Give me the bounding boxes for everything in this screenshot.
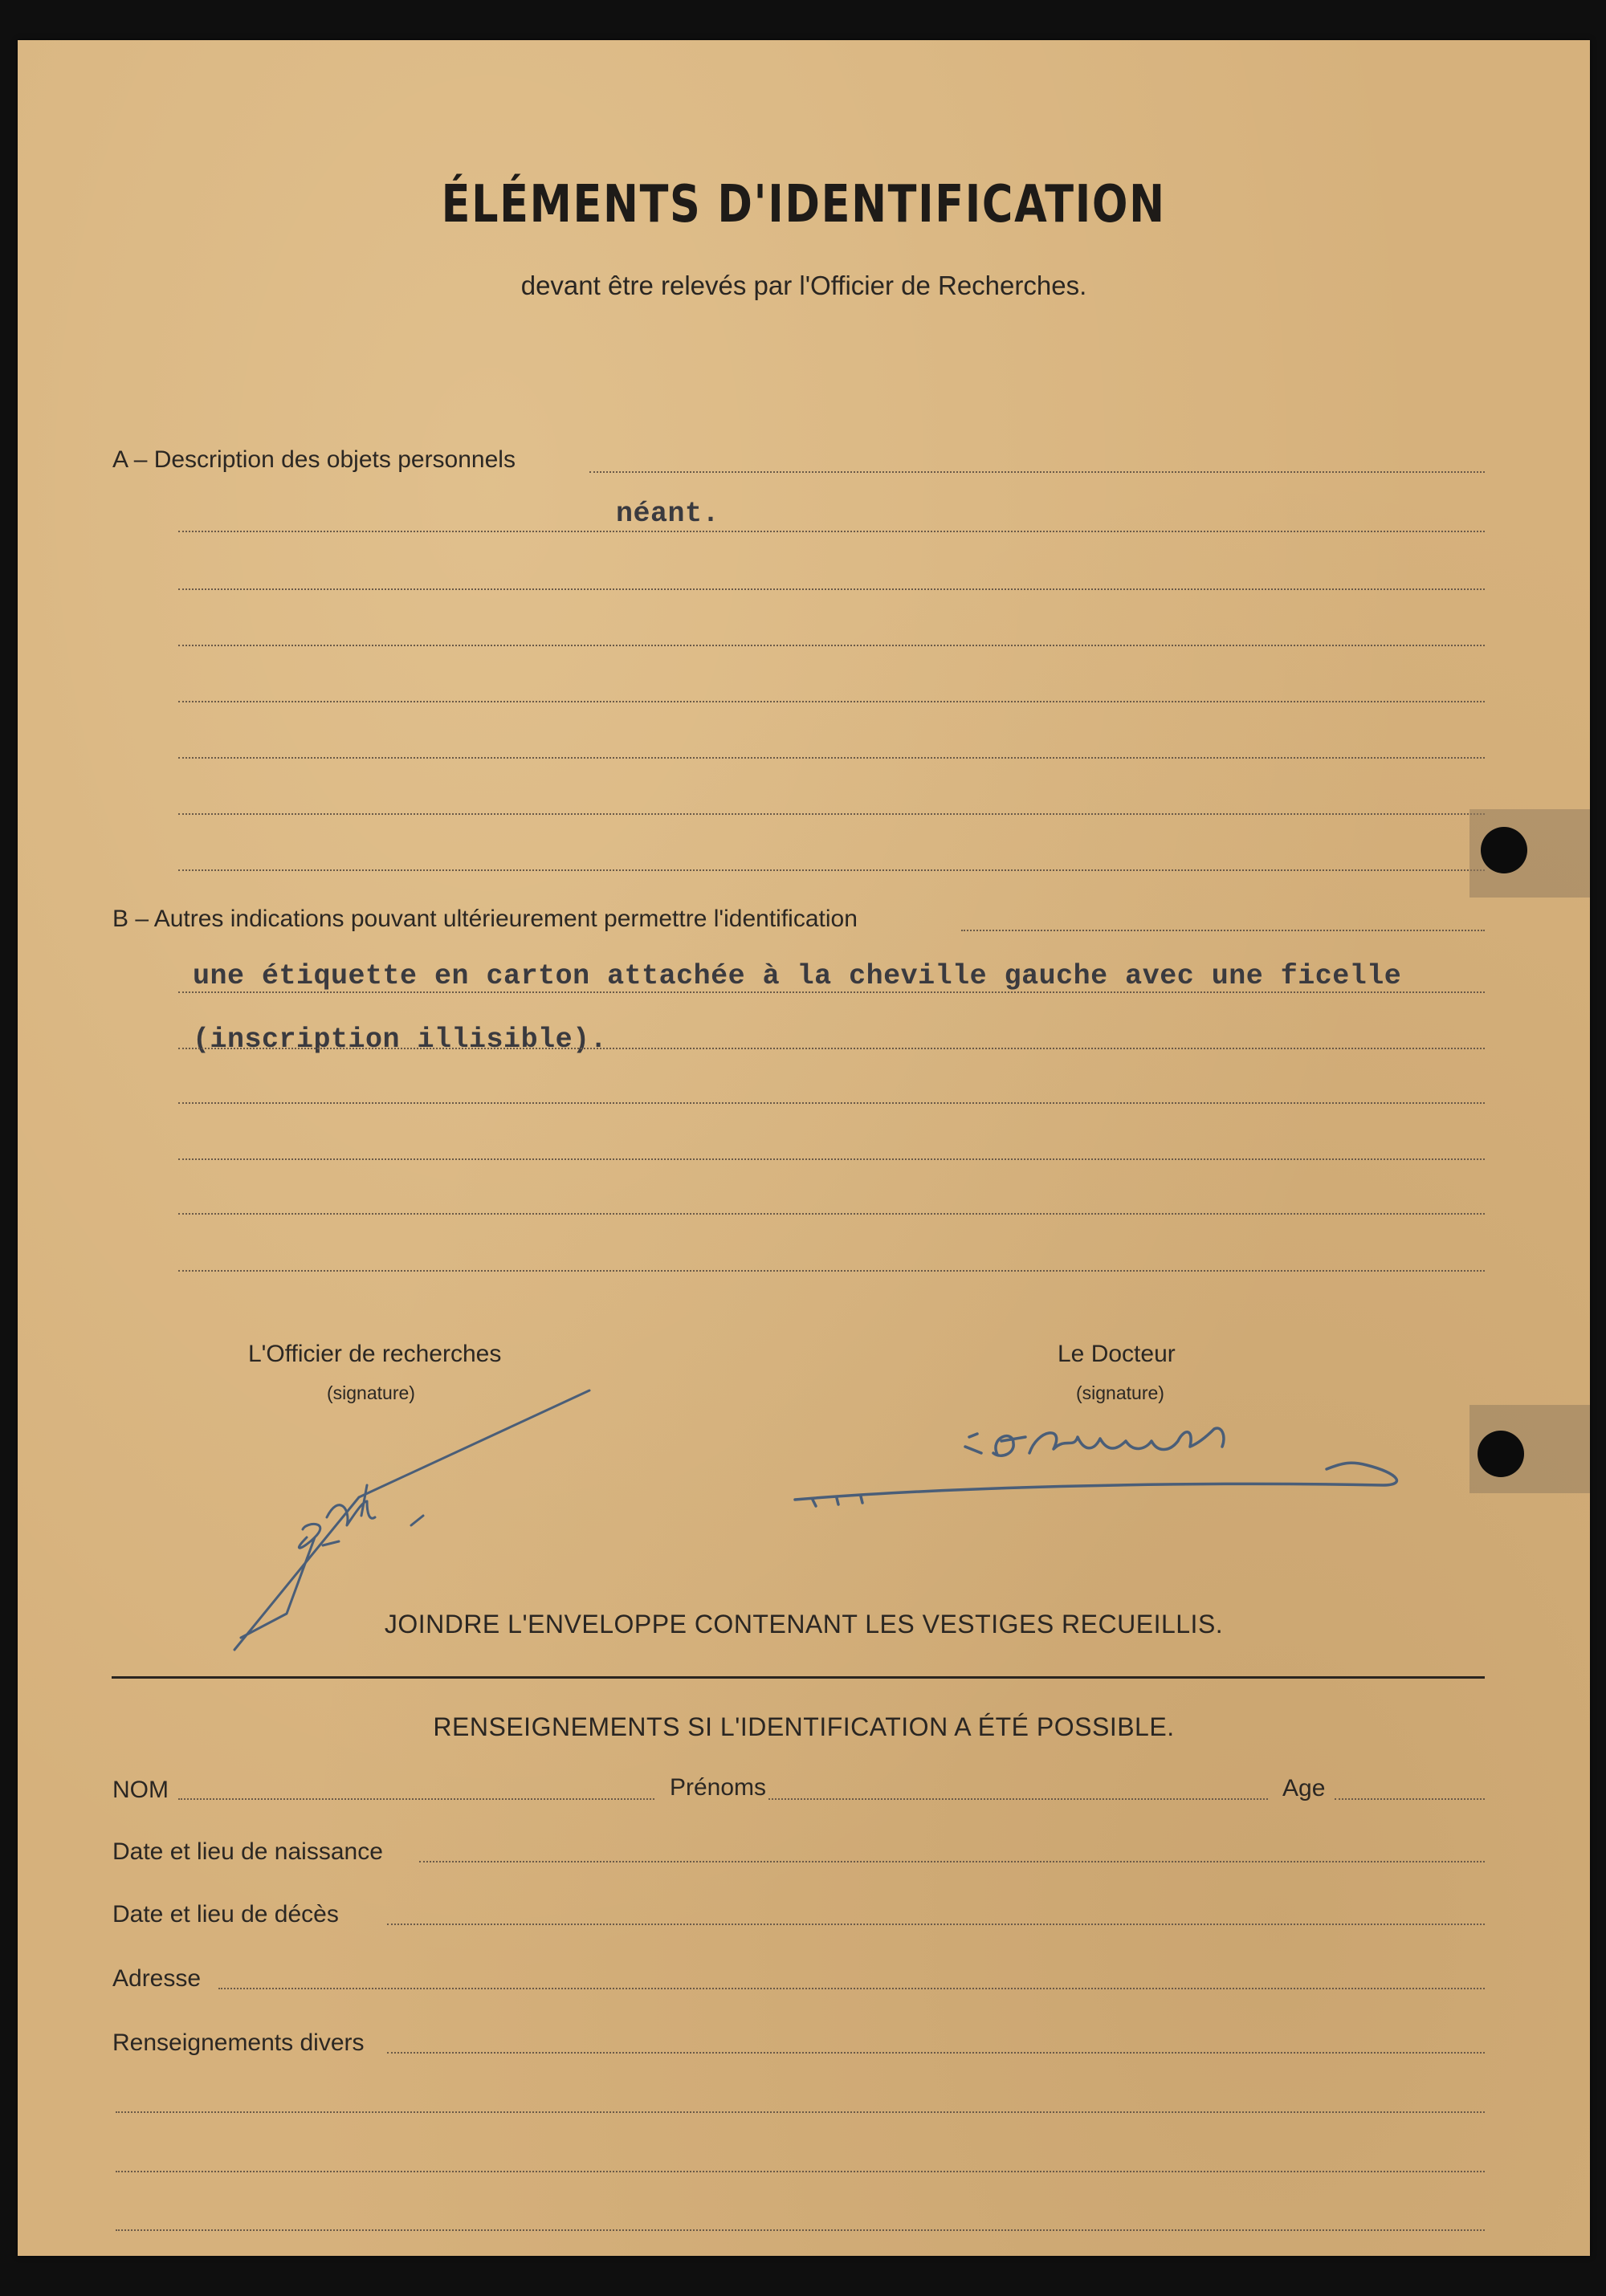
deces-field [387, 1924, 1485, 1925]
section-a-line-2 [178, 531, 1485, 532]
divers-line-4 [116, 2229, 1485, 2231]
punch-hole-bottom [1478, 1431, 1524, 1477]
section-a-typed-text: néant. [616, 498, 720, 530]
section-b-line-1 [961, 930, 1485, 931]
section-b-line-7 [178, 1270, 1485, 1272]
section-b-line-5 [178, 1158, 1485, 1160]
nom-label: NOM [112, 1777, 169, 1803]
doctor-title: Le Docteur [1058, 1341, 1176, 1367]
punch-hole-top [1481, 827, 1527, 873]
section-a-line-4 [178, 645, 1485, 646]
section-a-line-1 [589, 471, 1485, 473]
section-b-line-3 [178, 1048, 1485, 1049]
prenoms-label: Prénoms [670, 1774, 767, 1801]
doctor-signature-image [789, 1405, 1415, 1509]
deces-label: Date et lieu de décès [112, 1901, 339, 1928]
envelope-note: JOINDRE L'ENVELOPPE CONTENANT LES VESTIGES RECUEILLIS. [384, 1610, 1224, 1639]
divers-label: Renseignements divers [112, 2029, 365, 2056]
officer-title: L'Officier de recherches [248, 1341, 502, 1367]
section-b-label: B – Autres indications pouvant ultérieurement permettre l'identification [112, 906, 858, 932]
section-a-label: A – Description des objets personnels [112, 446, 516, 473]
naissance-label: Date et lieu de naissance [112, 1838, 383, 1865]
form-page [18, 40, 1590, 2256]
section-a-line-8 [178, 869, 1485, 871]
section-b-line-6 [178, 1213, 1485, 1215]
section-b-typed-line-1: une étiquette en carton attachée à la cheville gauche avec une ficelle [193, 960, 1402, 992]
adresse-field [218, 1988, 1485, 1989]
section-a-line-7 [178, 813, 1485, 815]
nom-field [178, 1798, 654, 1800]
section-divider [112, 1676, 1485, 1679]
age-label: Age [1282, 1775, 1326, 1801]
divers-field [387, 2052, 1485, 2054]
divers-line-2 [116, 2111, 1485, 2113]
adresse-label: Adresse [112, 1965, 202, 1992]
section-a-line-6 [178, 757, 1485, 759]
section-b-line-2 [178, 991, 1485, 993]
age-field [1335, 1798, 1485, 1800]
section-a-line-5 [178, 701, 1485, 702]
section-b-typed-line-2: (inscription illisible). [193, 1024, 608, 1056]
identification-heading: RENSEIGNEMENTS SI L'IDENTIFICATION A ÉTÉ POSSIBLE. [433, 1712, 1175, 1741]
form-subtitle: devant être relevés par l'Officier de Recherches. [520, 271, 1087, 300]
doctor-signature-note: (signature) [1076, 1382, 1164, 1403]
divers-line-3 [116, 2171, 1485, 2172]
section-b-line-4 [178, 1102, 1485, 1104]
officer-signature-note: (signature) [327, 1382, 415, 1403]
section-a-line-3 [178, 588, 1485, 590]
naissance-field [419, 1861, 1485, 1862]
form-title: ÉLÉMENTS D'IDENTIFICATION [441, 175, 1166, 234]
prenoms-field [768, 1798, 1268, 1800]
